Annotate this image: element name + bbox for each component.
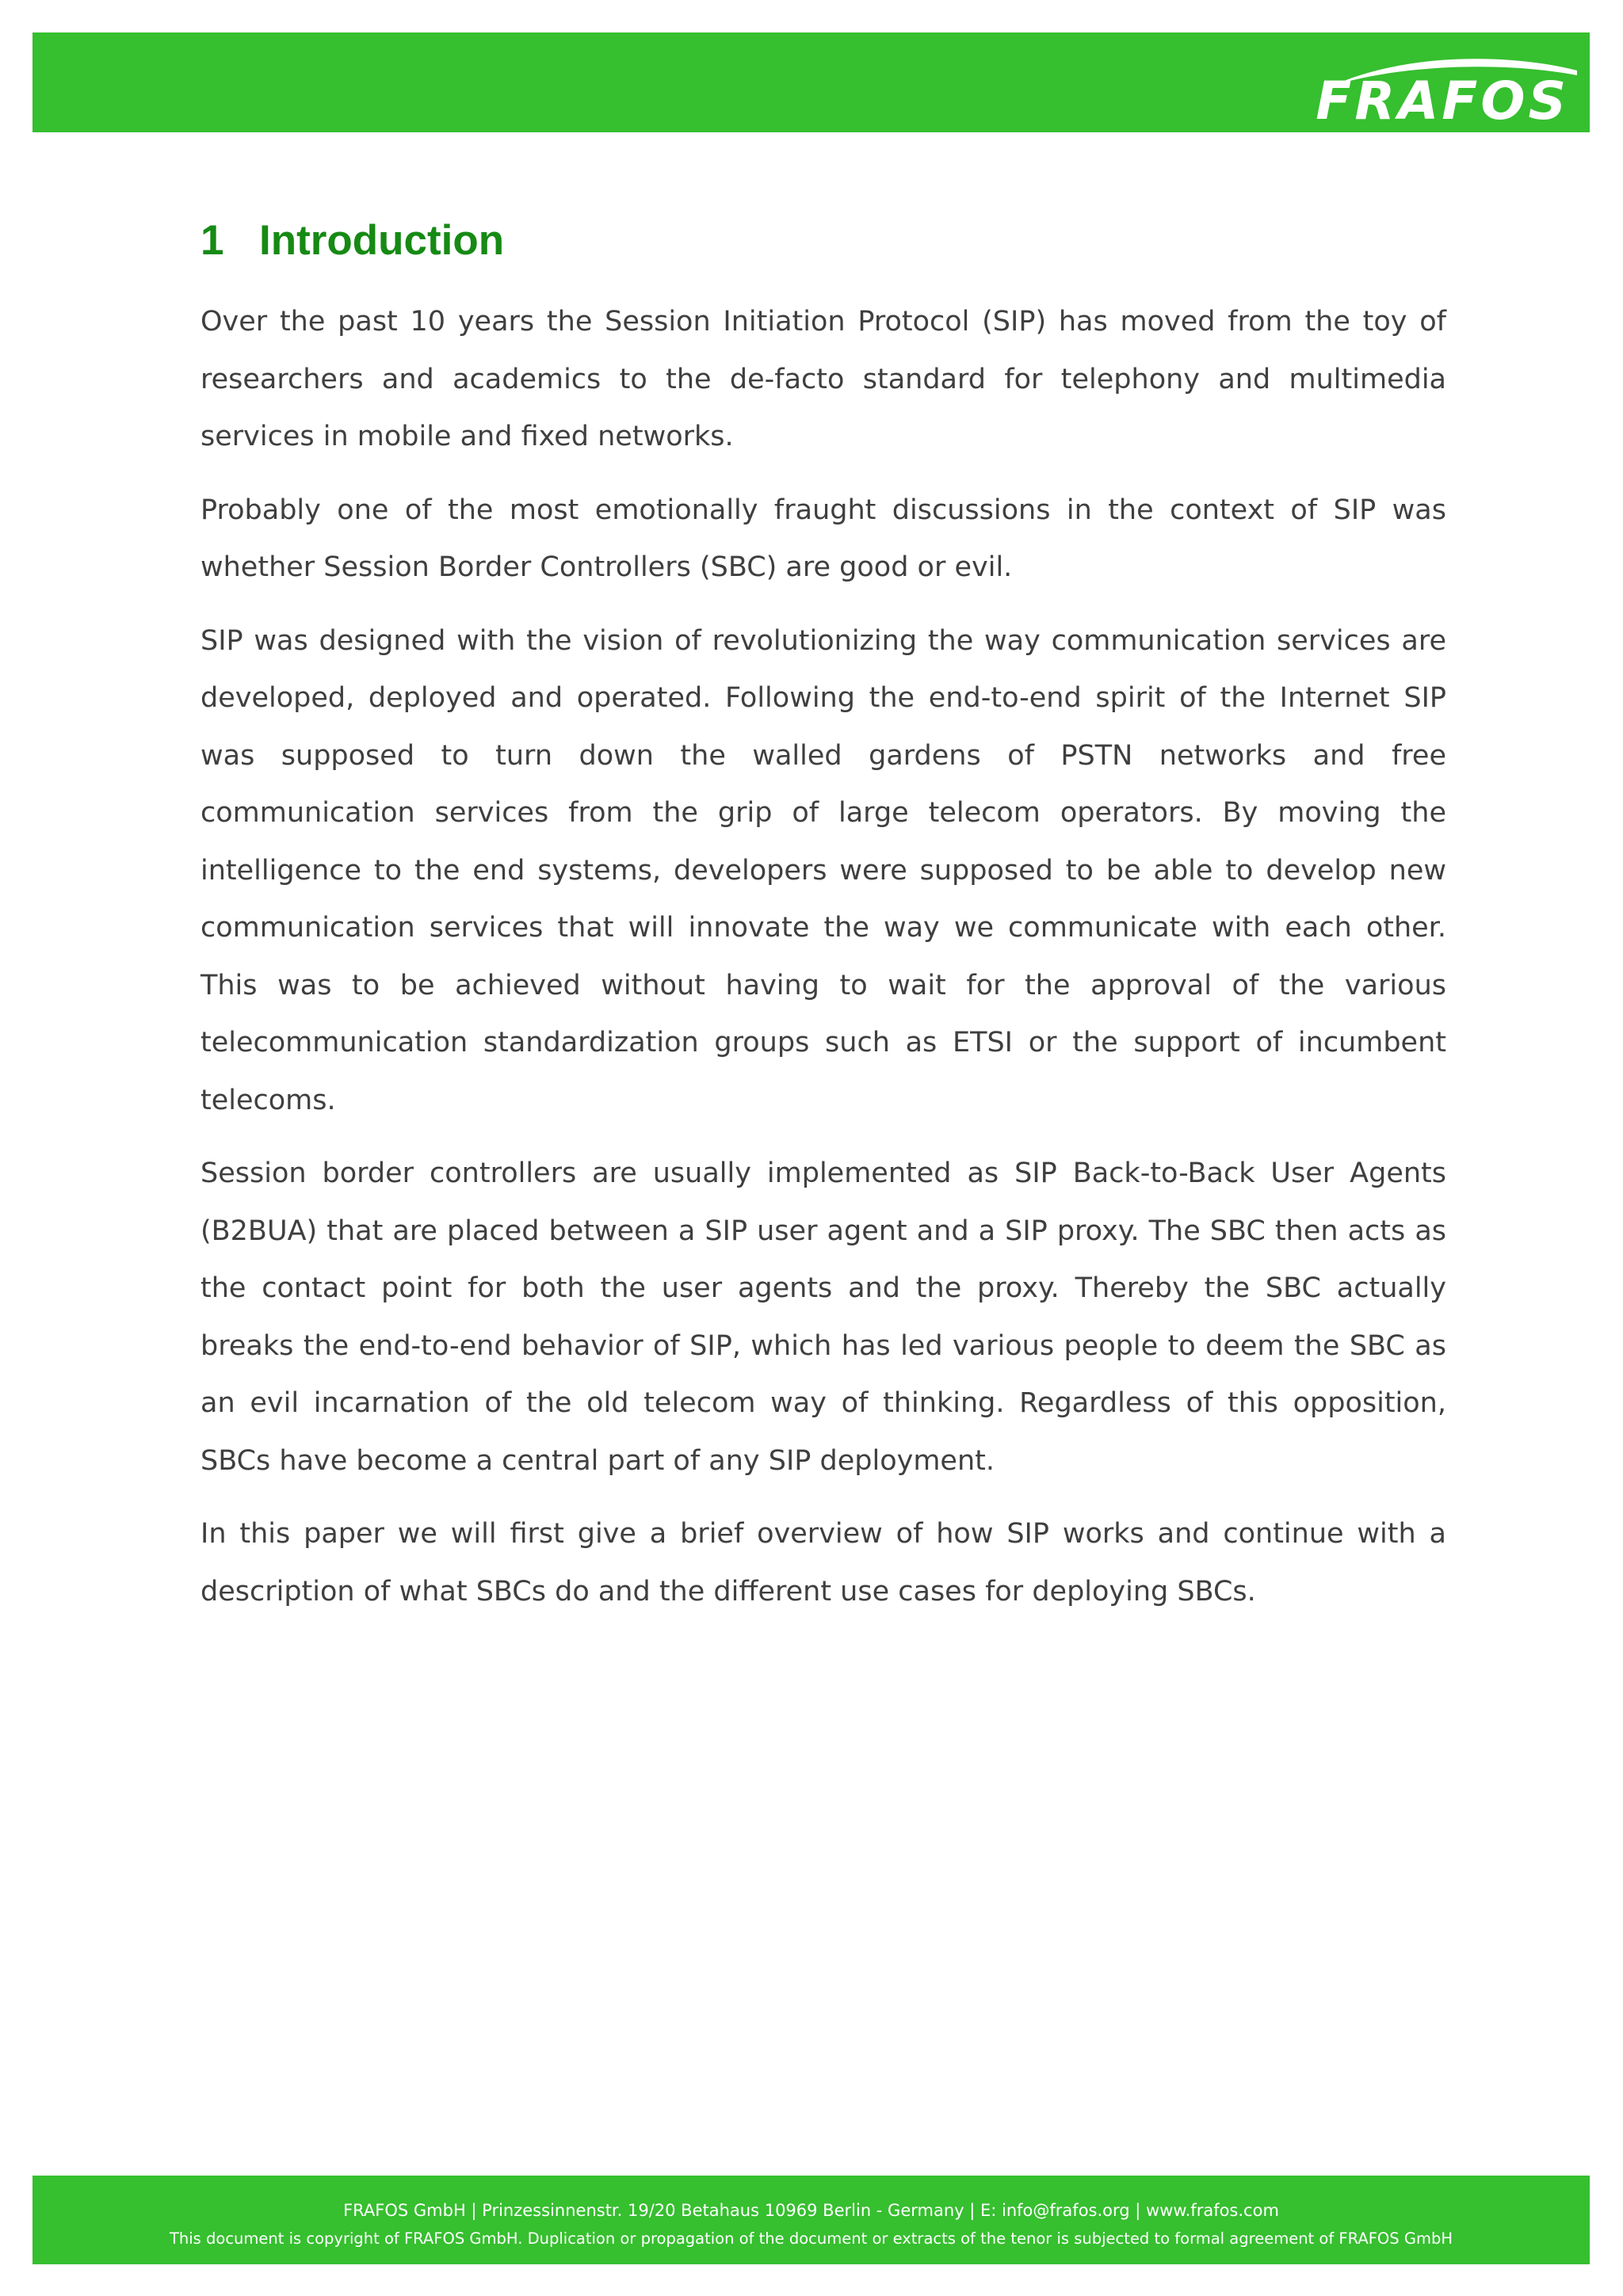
paragraph-1: Over the past 10 years the Session Initiation Protocol (SIP) has moved from the toy of researchers and academics to the de-facto standard for telephony and multimedia services in mobile and fixed networks. bbox=[200, 306, 1446, 452]
paragraph-5: In this paper we will first give a brief overview of how SIP works and continue with a description of what SBCs do and the different use cases for deploying SBCs. bbox=[200, 1518, 1446, 1608]
footer-bar bbox=[32, 2176, 1590, 2264]
footer-copyright-line: This document is copyright of FRAFOS GmbH. Duplication or propagation of the document or extracts of the tenor is subjected to formal agreement of FRAFOS GmbH bbox=[169, 2229, 1453, 2248]
paragraph-4: Session border controllers are usually implemented as SIP Back-to-Back User Agents (B2BUA) that are placed between a SIP user agent and a SIP proxy. The SBC then acts as the contact point for both the user agents and the proxy. Thereby the SBC actually breaks the end-to-end behavior of SIP, which has led various people to deem the SBC as an evil incarnation of the old telecom way of thinking. Regardless of this opposition, SBCs have become a central part of any SIP deployment. bbox=[200, 1158, 1446, 1477]
frafos-logo bbox=[1316, 56, 1580, 132]
paragraph-3: SIP was designed with the vision of revolutionizing the way communication services are developed, deployed and operated. Following the end-to-end spirit of the Internet SIP was supposed to turn down the walled gardens of PSTN networks and free communication services from the grip of large telecom operators. By moving the intelligence to the end systems, developers were supposed to be able to develop new communication services that will innovate the way we communicate with each other. This was to be achieved without having to wait for the approval of the various telecommunication standardization groups such as ETSI or the support of incumbent telecoms. bbox=[200, 624, 1446, 1116]
paragraph-2: Probably one of the most emotionally fraught discussions in the context of SIP was whether Session Border Controllers (SBC) are good or evil. bbox=[200, 494, 1446, 583]
section-title: Introduction bbox=[259, 217, 505, 264]
section-heading bbox=[200, 211, 1446, 271]
logo-text: FRAFOS bbox=[1316, 71, 1569, 132]
main-content bbox=[200, 211, 1446, 1636]
header-bar bbox=[32, 32, 1590, 132]
section-number: 1 bbox=[200, 217, 224, 264]
footer-contact-line: FRAFOS GmbH | Prinzessinnenstr. 19/20 Betahaus 10969 Berlin - Germany | E: info@frafos.org | www.frafos.com bbox=[343, 2201, 1279, 2220]
